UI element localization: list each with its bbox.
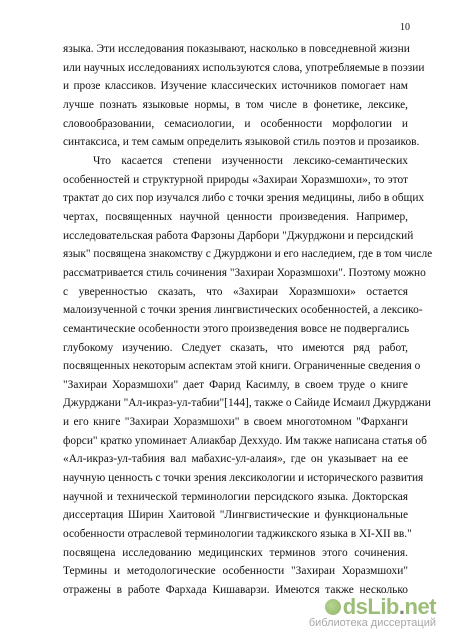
globe-icon — [325, 599, 341, 615]
text-line: синтаксиса, и тем самым определить языковой стиль поэтов и прозаиков. — [63, 136, 420, 149]
logo-main: dsLib — [342, 594, 399, 619]
text-line: «Ал-икраз-ул-табиия вал мабахис-ул-алаия», где он указывает на ее — [63, 453, 408, 466]
paragraph-1 — [63, 40, 425, 152]
text-line: языка. Эти исследования показывают, насколько в повседневной жизни — [63, 43, 410, 55]
site-watermark — [309, 594, 436, 629]
paragraph-2 — [63, 152, 433, 600]
text-line: с уверенностью сказать, что «Захираи Хоразмшохи» остается — [63, 285, 408, 298]
text-line: форси" кратко упоминает Алиакбар Деххудо. Им также написана статья об — [63, 434, 427, 447]
text-line: Термины и методологические особенности "Захираи Хоразмшохи" — [63, 565, 408, 578]
text-line: семантические особенности этого произведения вовсе не подвергались — [63, 322, 410, 335]
text-line: язык" посвящена знакомству с Джурджони и его наследием, где в том числе — [63, 248, 433, 261]
text-line: рассматривается стиль сочинения "Захираи Хоразмшохи". Поэтому можно — [63, 266, 426, 279]
text-line: научной и технической терминологии персидского языка. Докторская — [63, 490, 408, 503]
text-line: Джурджани "Ал-икраз-ул-табии"[144], также о Сайиде Исмаил Джурджани — [63, 397, 431, 410]
text-line: и прозе классиков. Изучение классических источников помогает нам — [63, 80, 408, 93]
text-line: чертах, посвященных научной ценности произведения. Например, — [63, 210, 408, 223]
text-line: отражены в работе Фархада Кишаварзи. Имеются также несколько — [63, 584, 408, 597]
text-line: трактат до сих пор изучался либо с точки зрения медицины, либо в общих — [63, 192, 425, 205]
text-line: лучше познать языковые нормы, в том числе в фонетике, лексике, — [63, 98, 408, 111]
text-line: и его книге "Захираи Хоразмшохи" в своем многотомном "Фарханги — [63, 416, 408, 429]
text-line: Что касается степени изученности лексико-семантических — [93, 154, 408, 167]
watermark-subtitle: библиотека диссертаций — [308, 617, 436, 629]
text-line: исследовательская работа Фарзоны Дарбори "Джурджони и персидский — [63, 229, 414, 242]
text-line: посвящена исследованию медицинских терминов этого сочинения. — [63, 546, 408, 559]
page-number: 10 — [400, 22, 410, 33]
logo-dot: . — [398, 594, 405, 619]
text-line: глубокому изучению. Следует сказать, что имеются ряд работ, — [63, 341, 408, 354]
text-line: особенностей и структурной природы «Захираи Хоразмшохи», то этот — [63, 173, 408, 186]
text-line: диссертация Ширин Хаитовой "Лингвистические и функциональные — [63, 509, 408, 522]
text-line: посвященных некоторым аспектам этой книги. Ограниченные сведения о — [63, 360, 421, 373]
text-line: особенности отраслевой терминологии таджикского языка в XI-XII вв." — [63, 528, 412, 541]
text-line: "Захираи Хоразмшохи" дает Фарид Касимлу, в своем труде о книге — [63, 378, 408, 391]
text-line: словообразовании, семасиологии, и особенности морфологии и — [63, 117, 408, 130]
text-line: или научных исследованиях используются слова, употребляемые в поэзии — [63, 61, 425, 74]
logo-tld: net — [404, 594, 436, 619]
text-line: научную ценность с точки зрения лексикологии и исторического развития — [63, 472, 424, 485]
document-body — [63, 40, 433, 600]
text-line: малоизученной с точки зрения лингвистических особенностей, а лексико- — [63, 304, 423, 317]
